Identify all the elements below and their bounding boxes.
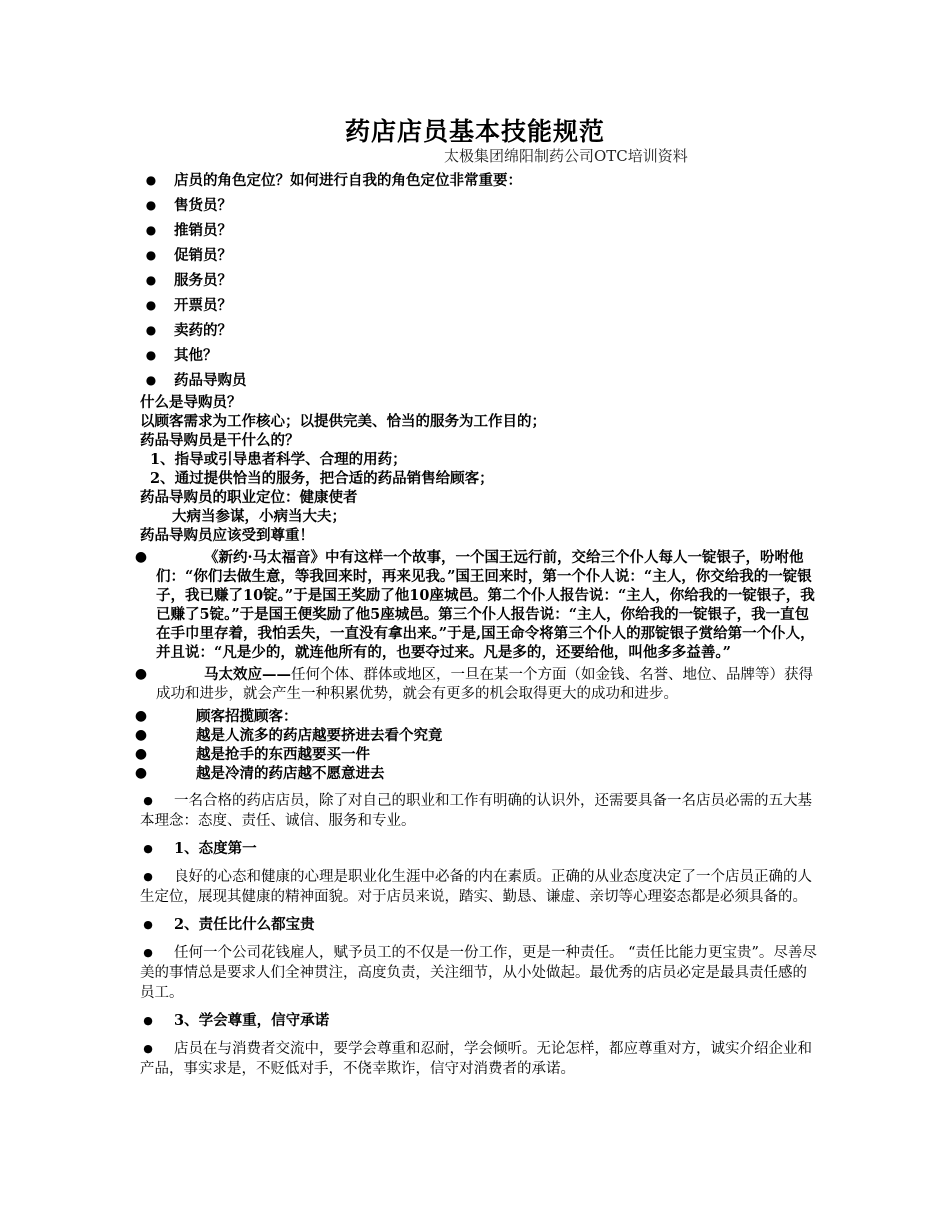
attract-item: ● 越是抢手的东西越要买一件 — [134, 746, 370, 763]
role-item: ● 药品导购员 — [140, 368, 820, 393]
section-paragraph: ● 任何一个公司花钱雇人，赋予员工的不仅是一份工作，更是一种责任。 “责任比能力更宝贵”。尽善尽美的事情总是要求人们全神贯注，高度负责，关注细节，从小处做起。最优秀的店员必定是最具责任感的员工。 — [140, 945, 817, 1001]
role-item: ● 服务员？ — [140, 268, 820, 293]
document-subtitle: 太极集团绵阳制药公司OTC培训资料 — [444, 147, 688, 165]
attract-item: ● 越是冷清的药店越不愿意进去 — [134, 765, 385, 782]
matthew-effect-text: 任何个体、群体或地区，一旦在某一个方面（如金钱、名誉、地位、品牌等）获得成功和进步，就会产生一种积累优势，就会有更多的机会取得更大的成功和进步。 — [156, 667, 813, 702]
guide-answer: 2、通过提供恰当的服务，把合适的药品销售给顾客； — [150, 470, 494, 487]
role-item: ● 促销员？ — [140, 243, 820, 268]
document-title: 药店店员基本技能规范 — [344, 117, 605, 146]
bullet-icon: ● — [143, 1014, 153, 1027]
guide-answer: 1、指导或引导患者科学、合理的用药； — [150, 451, 407, 468]
bullet-icon: ● — [145, 198, 157, 212]
guide-answer: 大病当参谋，小病当大夫； — [172, 508, 346, 525]
guide-question: 药品导购员的职业定位：健康使者 — [140, 489, 358, 506]
guide-question: 什么是导购员？ — [140, 394, 242, 411]
document-body — [134, 168, 820, 1087]
section-heading: ● 3、学会尊重，信守承诺 — [143, 1012, 330, 1029]
bullet-icon: ● — [145, 173, 157, 187]
guide-question: 药品导购员是干什么的？ — [140, 432, 300, 449]
bullet-icon: ● — [143, 842, 153, 855]
role-item: ● 卖药的？ — [140, 318, 820, 343]
section-paragraph: ● 良好的心态和健康的心理是职业化生涯中必备的内在素质。正确的从业态度决定了一个店员正确的人生定位，展现其健康的精神面貌。对于店员来说，踏实、勤恳、谦虚、亲切等心理姿态都是必须具备的。 — [140, 869, 812, 905]
attract-item: ● 越是人流多的药店越要挤进去看个究竟 — [134, 727, 443, 744]
bullet-icon: ● — [145, 373, 157, 387]
guide-question: 药品导购员应该受到尊重！ — [140, 527, 314, 544]
bullet-icon: ● — [134, 666, 148, 682]
bullet-icon: ● — [145, 298, 157, 312]
section-heading: ● 1、态度第一 — [143, 840, 257, 857]
role-item: ● 其他？ — [140, 343, 820, 368]
bullet-icon: ● — [143, 1042, 153, 1055]
role-item: ● 店员的角色定位？如何进行自我的角色定位非常重要： — [140, 168, 820, 193]
story-paragraph: ● 《新约·马太福音》中有这样一个故事，一个国王远行前，交给三个仆人每人一锭银子，吩咐他们：“你们去做生意，等我回来时，再来见我。”国王回来时，第一个仆人说：“主人，你交给我的一锭银子，我已赚了10锭。”于是国王奖励了他10座城邑。第二个仆人报告说：“主人，你给我的一锭银子，我已赚了5锭。”于是国王便奖励了他5座城邑。第三个仆人报告说：“主人，你给我的一锭银子，我一直包在手巾里存着，我怕丢失，一直没有拿出来。”于是,国王命令将第三个仆人的那锭银子赏给第一个仆人，并且说：“凡是少的，就连他所有的，也要夺过来。凡是多的，还要给他，叫他多多益善。” — [134, 549, 815, 661]
bullet-icon: ● — [143, 946, 153, 959]
guide-answer: 以顾客需求为工作核心；以提供完美、恰当的服务为工作目的； — [140, 413, 546, 430]
role-item: ● 开票员？ — [140, 293, 820, 318]
role-item: ● 售货员？ — [140, 193, 820, 218]
bullet-icon: ● — [134, 765, 148, 781]
bullet-icon: ● — [134, 708, 148, 724]
bullet-icon: ● — [134, 746, 148, 762]
bullet-icon: ● — [145, 323, 157, 337]
attract-item: ● 顾客招揽顾客： — [134, 708, 298, 725]
matthew-effect-label: 马太效应—— — [204, 666, 291, 683]
bullet-icon: ● — [145, 248, 157, 262]
bullet-icon: ● — [143, 870, 153, 883]
bullet-icon: ● — [134, 727, 148, 743]
intro-paragraph: ● 一名合格的药店店员，除了对自己的职业和工作有明确的认识外，还需要具备一名店员必需的五大基本理念：态度、责任、诚信、服务和专业。 — [140, 793, 812, 829]
bullet-icon: ● — [145, 273, 157, 287]
section-paragraph: ● 店员在与消费者交流中，要学会尊重和忍耐，学会倾听。无论怎样，都应尊重对方，诚实介绍企业和产品，事实求是，不贬低对手，不侥幸欺诈，信守对消费者的承诺。 — [140, 1041, 812, 1077]
bullet-icon: ● — [145, 223, 157, 237]
role-item: ● 推销员？ — [140, 218, 820, 243]
section-heading: ● 2、责任比什么都宝贵 — [143, 916, 315, 933]
bullet-icon: ● — [143, 794, 153, 807]
bullet-icon: ● — [143, 918, 153, 931]
bullet-icon: ● — [145, 348, 157, 362]
matthew-effect-paragraph — [134, 665, 820, 704]
bullet-icon: ● — [134, 549, 148, 565]
